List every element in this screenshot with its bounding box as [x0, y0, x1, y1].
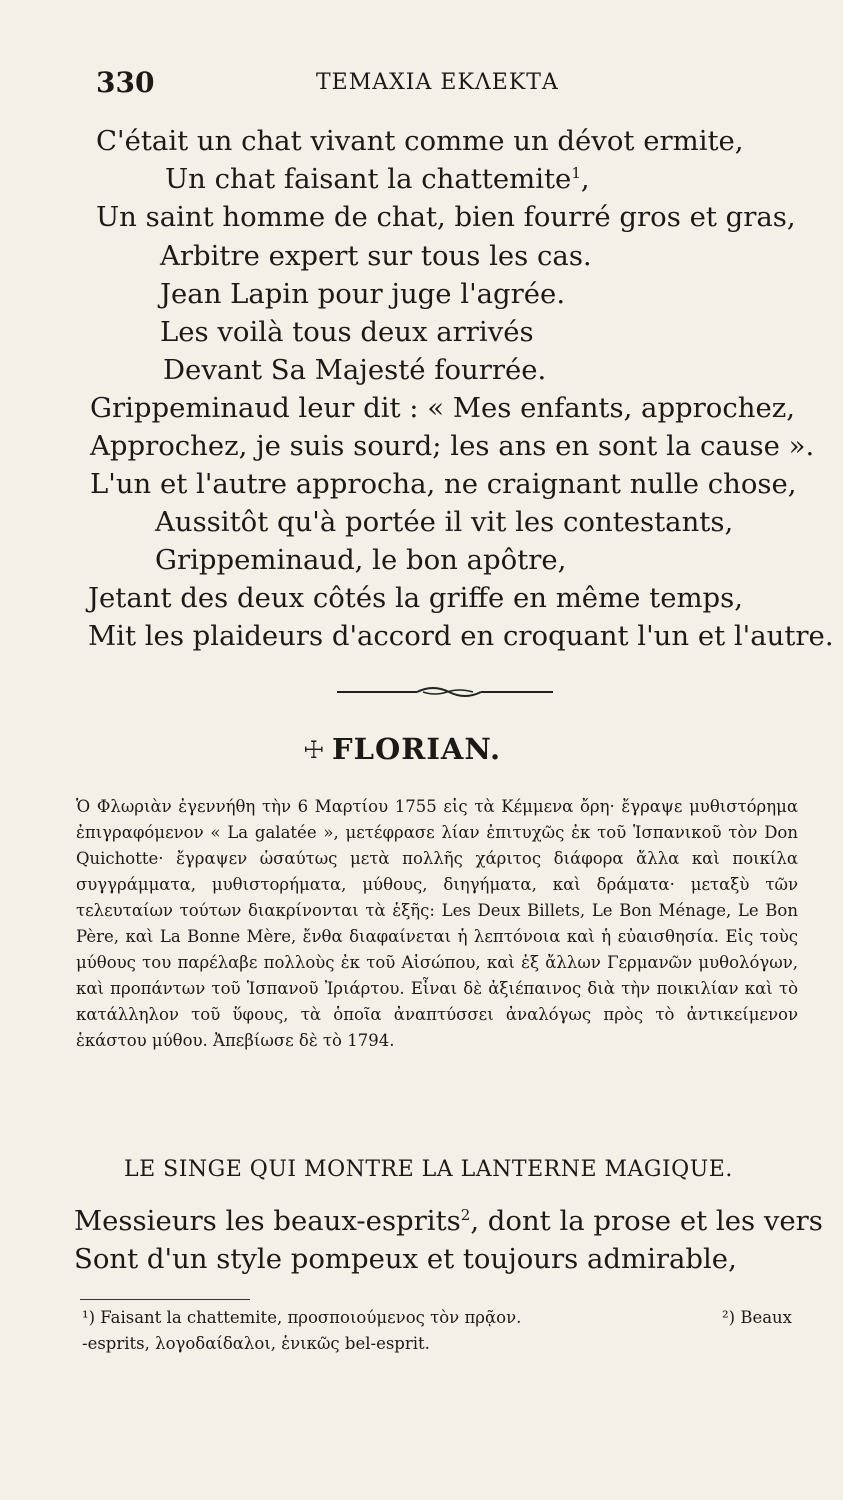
- footnote-marker: 1: [571, 163, 581, 182]
- footnote-2-continued: -esprits, λογοδαίδαλοι, ἑνικῶς bel-esprit.: [82, 1334, 430, 1353]
- poem-line: Grippeminaud leur dit : « Mes enfants, approchez,: [90, 392, 795, 424]
- poem-line: Un chat faisant la chattemite$^1$,: [165, 163, 590, 195]
- poem-line: Jetant des deux côtés la griffe en même temps,: [88, 582, 744, 614]
- biography-paragraph: Ὁ Φλωριὰν ἐγεννήθη τὴν 6 Μαρτίου 1755 εἰς τὰ Κέμμενα ὄρη· ἔγραψε μυθιστόρημα ἐπιγραφόμενον « La galatée », μετέφρασε λίαν ἐπιτυχῶς ἐκ τοῦ Ἱσπανικοῦ τὸν Don Quichotte· ἔγραψεν ὡσαύτως μετὰ πολλῆς χάριτος διάφορα ἄλλα καὶ ποικίλα συγγράμματα, μυθιστορήματα, μύθους, διηγήματα, καὶ δράματα· μεταξὺ τῶν τελευταίων τούτων διακρίνονται τὰ ἑξῆς: Les Deux Billets, Le Bon Ménage, Le Bon Père, καὶ La Bonne Mère, ἔνθα διαφαίνεται ἡ λεπτόνοια καὶ ἡ εὐαισθησία. Εἰς τοὺς μύθους του παρέλαβε πολλοὺς ἐκ τοῦ Αἰσώπου, καὶ ἐξ ἄλλων Γερμανῶν μυθολόγων, καὶ προπάντων τοῦ Ἱσπανοῦ Ἰριάρτου. Εἶναι δὲ ἀξιέπαινος διὰ τὴν ποικιλίαν καὶ τὸ κατάλληλον τοῦ ὕφους, τὰ ὁποῖα ἀναπτύσσει ἀναλόγως πρὸς τὸ ἀντικείμενον ἑκάστου μύθου. Ἀπεβίωσε δὲ τὸ 1794.: [76, 797, 798, 1050]
- footnote-marker: 2: [460, 1205, 471, 1224]
- footnote-row: [82, 1305, 792, 1331]
- poem-line: C'était un chat vivant comme un dévot ermite,: [96, 125, 744, 157]
- footnote-1: ¹) Faisant la chattemite, προσποιούμενος τὸν πρᾷον.: [82, 1308, 522, 1327]
- poem-line: Un saint homme de chat, bien fourré gros et gras,: [96, 201, 796, 233]
- poem-line: Les voilà tous deux arrivés: [160, 316, 534, 348]
- poem-line-text: Un chat faisant la chattemite: [165, 163, 572, 195]
- running-title: ΤΕΜΑΧΙΑ ΕΚΛΕΚΤΑ: [316, 70, 559, 95]
- fable-line: [74, 1204, 823, 1238]
- footnote-rule: [80, 1299, 250, 1300]
- poem-line: Devant Sa Majesté fourrée.: [163, 354, 547, 386]
- page-number: 330: [96, 66, 155, 99]
- poem-line: Grippeminaud, le bon apôtre,: [155, 544, 567, 576]
- footnotes: [82, 1305, 792, 1357]
- footnote-2: ²) Beaux: [722, 1308, 792, 1327]
- ornament-divider-icon: [337, 683, 553, 701]
- fable-title: LE SINGE QUI MONTRE LA LANTERNE MAGIQUE.: [124, 1157, 733, 1182]
- poem-line: L'un et l'autre approcha, ne craignant nulle chose,: [90, 468, 797, 500]
- cross-icon: ☩: [303, 736, 325, 764]
- poem-line: Approchez, je suis sourd; les ans en sont la cause ».: [90, 430, 815, 462]
- poem-line: Aussitôt qu'à portée il vit les contestants,: [155, 506, 734, 538]
- poem-line: Mit les plaideurs d'accord en croquant l'un et l'autre.: [88, 620, 834, 652]
- fable-line-text: , dont la prose et les vers: [470, 1205, 823, 1237]
- poem-line: Jean Lapin pour juge l'agrée.: [160, 278, 566, 310]
- fable-line: Sont d'un style pompeux et toujours admirable,: [74, 1243, 737, 1275]
- author-heading: FLORIAN.: [332, 732, 502, 766]
- page-header: [96, 66, 776, 100]
- fable-line-text: Messieurs les beaux-esprits: [74, 1205, 461, 1237]
- poem-line: Arbitre expert sur tous les cas.: [160, 240, 592, 272]
